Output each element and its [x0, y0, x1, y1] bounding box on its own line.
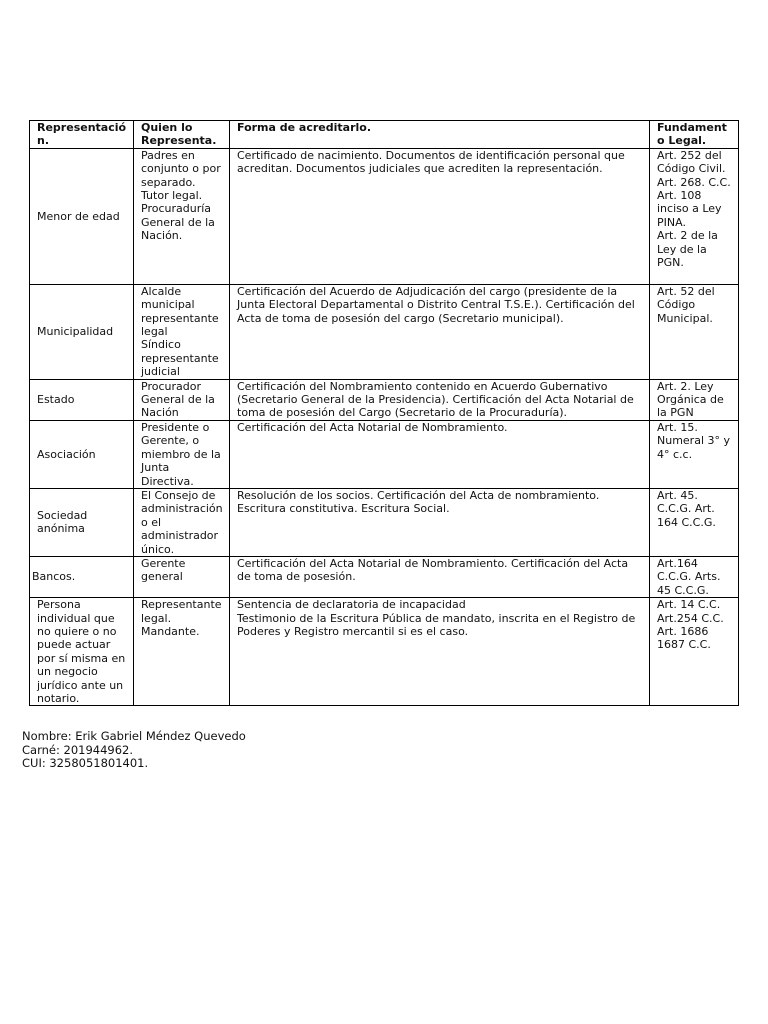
cell-text: Padres en conjunto o por separado. Tutor legal. Procuraduría General de la Nación.: [141, 148, 221, 243]
cell-forma: [230, 556, 650, 597]
cell-forma: [230, 148, 650, 284]
cell-text: Certificación del Acuerdo de Adjudicación del cargo (presidente de la Junta Electoral Departamental o Distrito Central T.S.E.). Certificación del Acta de toma de posesión del cargo (Secretario municipal).: [237, 284, 635, 325]
author-cui: CUI: 3258051801401.: [22, 756, 149, 770]
cell-forma: [230, 488, 650, 556]
table-row: [30, 420, 739, 488]
table-row: [30, 556, 739, 597]
cell-representacion: [30, 420, 134, 488]
table-row: [30, 598, 739, 706]
cell-text: Resolución de los socios. Certificación del Acta de nombramiento. Escritura constitutiva. Escritura Social.: [237, 488, 600, 516]
table-row: [30, 284, 739, 379]
header-quien: Quien lo Representa.: [134, 121, 230, 149]
cell-fundamento: [650, 284, 739, 379]
cell-quien: [134, 284, 230, 379]
cell-quien: [134, 420, 230, 488]
cell-text: Persona individual que no quiere o no puede actuar por sí misma en un negocio jurídico ante un notario.: [37, 598, 126, 705]
cell-representacion: [30, 148, 134, 284]
cell-representacion: [30, 556, 134, 597]
cell-fundamento: [650, 488, 739, 556]
header-fundamento: Fundamento Legal.: [650, 121, 739, 149]
cell-text: Art. 14 C.C. Art.254 C.C. Art. 1686 1687 C.C.: [657, 598, 724, 652]
cell-representacion: [30, 284, 134, 379]
author-name: Nombre: Erik Gabriel Méndez Quevedo: [22, 729, 246, 743]
cell-text: Art. 15. Numeral 3° y 4° c.c.: [657, 420, 731, 461]
cell-forma: [230, 420, 650, 488]
cell-forma: [230, 598, 650, 706]
cell-text: Presidente o Gerente, o miembro de la Junta Directiva.: [141, 420, 221, 488]
cell-text: Certificación del Nombramiento contenido en Acuerdo Gubernativo (Secretario General de la Presidencia). Certificación del Acta Notarial de toma de posesión del Cargo (Secretario de la Procuraduría).: [237, 379, 634, 420]
cell-text: Bancos.: [32, 570, 76, 584]
table-header-row: [30, 121, 739, 149]
cell-fundamento: [650, 148, 739, 284]
cell-quien: [134, 148, 230, 284]
cell-fundamento: [650, 420, 739, 488]
cell-text: Art. 52 del Código Municipal.: [657, 284, 715, 325]
cell-text: Sentencia de declaratoria de incapacidad Testimonio de la Escritura Pública de mandato, inscrita en el Registro de Poderes y Registro mercantil si es el caso.: [237, 598, 636, 638]
table-row: [30, 148, 739, 284]
cell-representacion: [30, 379, 134, 420]
header-forma: Forma de acreditarlo.: [230, 121, 650, 149]
cell-quien: [134, 488, 230, 556]
table-row: [30, 379, 739, 420]
cell-quien: [134, 379, 230, 420]
cell-text: Certificado de nacimiento. Documentos de identificación personal que acreditan. Documentos judiciales que acrediten la representación.: [237, 148, 625, 176]
cell-quien: [134, 556, 230, 597]
cell-text: Art. 2. Ley Orgánica de la PGN: [657, 379, 724, 420]
cell-text: Sociedad anónima: [37, 509, 88, 536]
cell-text: Art.164 C.C.G. Arts. 45 C.C.G.: [657, 556, 721, 597]
cell-text: Municipalidad: [37, 325, 114, 339]
cell-quien: [134, 598, 230, 706]
cell-fundamento: [650, 556, 739, 597]
cell-text: Asociación: [37, 447, 96, 461]
cell-text: Estado: [37, 393, 75, 407]
author-carne: Carné: 201944962.: [22, 742, 134, 757]
cell-text: El Consejo de administración o el administrador único.: [141, 488, 223, 556]
cell-text: Art. 252 del Código Civil. Art. 268. C.C. Art. 108 inciso a Ley PINA. Art. 2 de la Ley de la PGN.: [657, 148, 731, 270]
cell-text: Representante legal. Mandante.: [141, 598, 222, 638]
cell-text: Art. 45. C.C.G. Art. 164 C.C.G.: [657, 488, 716, 529]
cell-forma: [230, 284, 650, 379]
cell-text: Certificación del Acta Notarial de Nombramiento.: [237, 420, 508, 434]
cell-text: Certificación del Acta Notarial de Nombramiento. Certificación del Acta de toma de posesión.: [237, 556, 629, 584]
cell-fundamento: [650, 379, 739, 420]
author-info: [22, 730, 246, 771]
cell-text: Gerente general: [141, 556, 186, 584]
cell-text: Procurador General de la Nación: [141, 379, 215, 420]
cell-text: Alcalde municipal representante legal Síndico representante judicial: [141, 284, 219, 379]
cell-forma: [230, 379, 650, 420]
cell-text: Menor de edad: [37, 209, 120, 223]
cell-representacion: [30, 598, 134, 706]
cell-representacion: [30, 488, 134, 556]
representation-table: [29, 120, 739, 706]
table-row: [30, 488, 739, 556]
cell-fundamento: [650, 598, 739, 706]
header-representacion: Representación.: [30, 121, 134, 149]
